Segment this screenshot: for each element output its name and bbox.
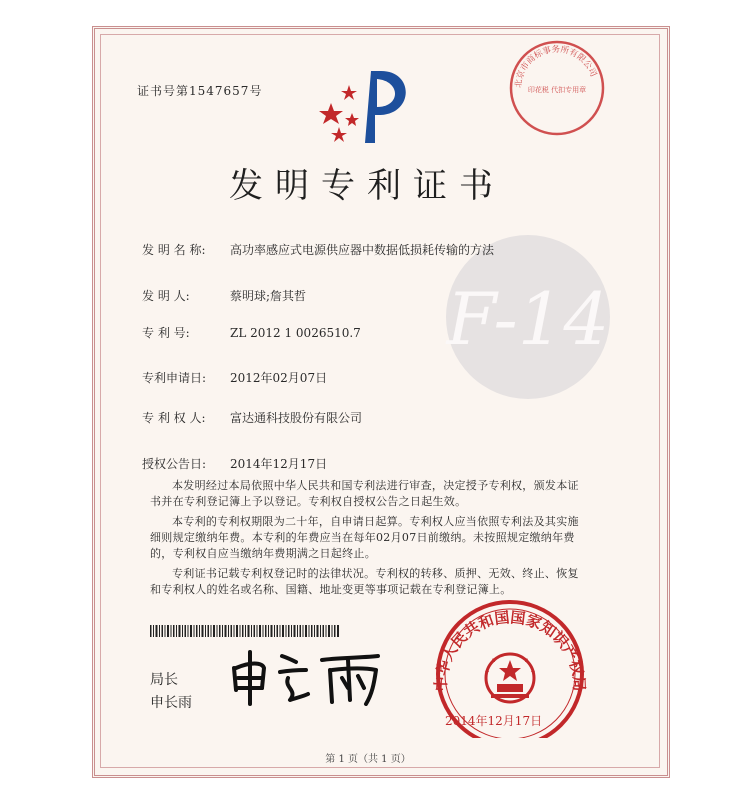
paragraph-status: 专利证书记载专利权登记时的法律状况。专利权的转移、质押、无效、终止、恢复和专利权人的姓名或名称、国籍、地址变更等事项记载在专利登记簿上。 <box>150 567 579 596</box>
page-footer: 第 1 页（共 1 页） <box>325 754 411 765</box>
national-emblem-icon <box>485 654 535 702</box>
field-inventor <box>142 287 306 304</box>
field-label: 授权公告日: <box>142 457 207 471</box>
certificate-number: 证书号第1547657号 <box>137 84 263 98</box>
seal-date: 2014年12月17日 <box>445 714 543 728</box>
agent-seal-text: 北京市商标事务所有限公司 <box>513 44 599 89</box>
field-label: 专 利 权 人: <box>142 411 206 425</box>
field-label: 专 利 号: <box>142 326 190 340</box>
field-grant-date <box>142 455 327 472</box>
field-invention-name <box>142 241 494 258</box>
director-title: 局长 <box>150 672 178 688</box>
field-value: 蔡明球;詹其哲 <box>230 289 307 303</box>
field-label: 专利申请日: <box>142 371 207 385</box>
paragraph-grant: 本发明经过本局依照中华人民共和国专利法进行审查，决定授予专利权，颁发本证书并在专利登记簿上予以登记。专利权自授权公告之日起生效。 <box>150 479 579 508</box>
paragraph-term: 本专利的专利权期限为二十年，自申请日起算。专利权人应当依照专利法及其实施细则规定缴纳年费。本专利的年费应当在每年02月07日前缴纳。未按照规定缴纳年费的，专利权自应当缴纳年费期满之日起终止。 <box>150 515 579 560</box>
svg-text:中华人民共和国国家知识产权局 <box>432 608 588 691</box>
agent-seal-inner: 印花税 代扣专用章 <box>527 86 587 94</box>
barcode <box>150 625 340 637</box>
watermark-text: F-14 <box>446 277 610 361</box>
field-value: 2012年02月07日 <box>230 371 328 385</box>
field-label: 发 明 人: <box>142 289 190 303</box>
director-name: 申长雨 <box>150 695 192 711</box>
director-signature <box>226 648 386 706</box>
field-value: 富达通科技股份有限公司 <box>230 411 363 425</box>
agent-seal <box>507 38 607 138</box>
field-value: ZL 2012 1 0026510.7 <box>230 326 361 340</box>
field-value: 2014年12月17日 <box>230 457 328 471</box>
field-patentee <box>142 409 362 426</box>
certificate-title: 发明专利证书 <box>229 166 505 206</box>
patent-office-logo-icon <box>319 67 417 147</box>
field-patent-number <box>142 324 361 341</box>
field-value: 高功率感应式电源供应器中数据低损耗传输的方法 <box>230 243 495 257</box>
seal-text: 中华人民共和国国家知识产权局 <box>431 608 589 692</box>
field-label: 发 明 名 称: <box>142 243 206 257</box>
field-application-date <box>142 369 327 386</box>
